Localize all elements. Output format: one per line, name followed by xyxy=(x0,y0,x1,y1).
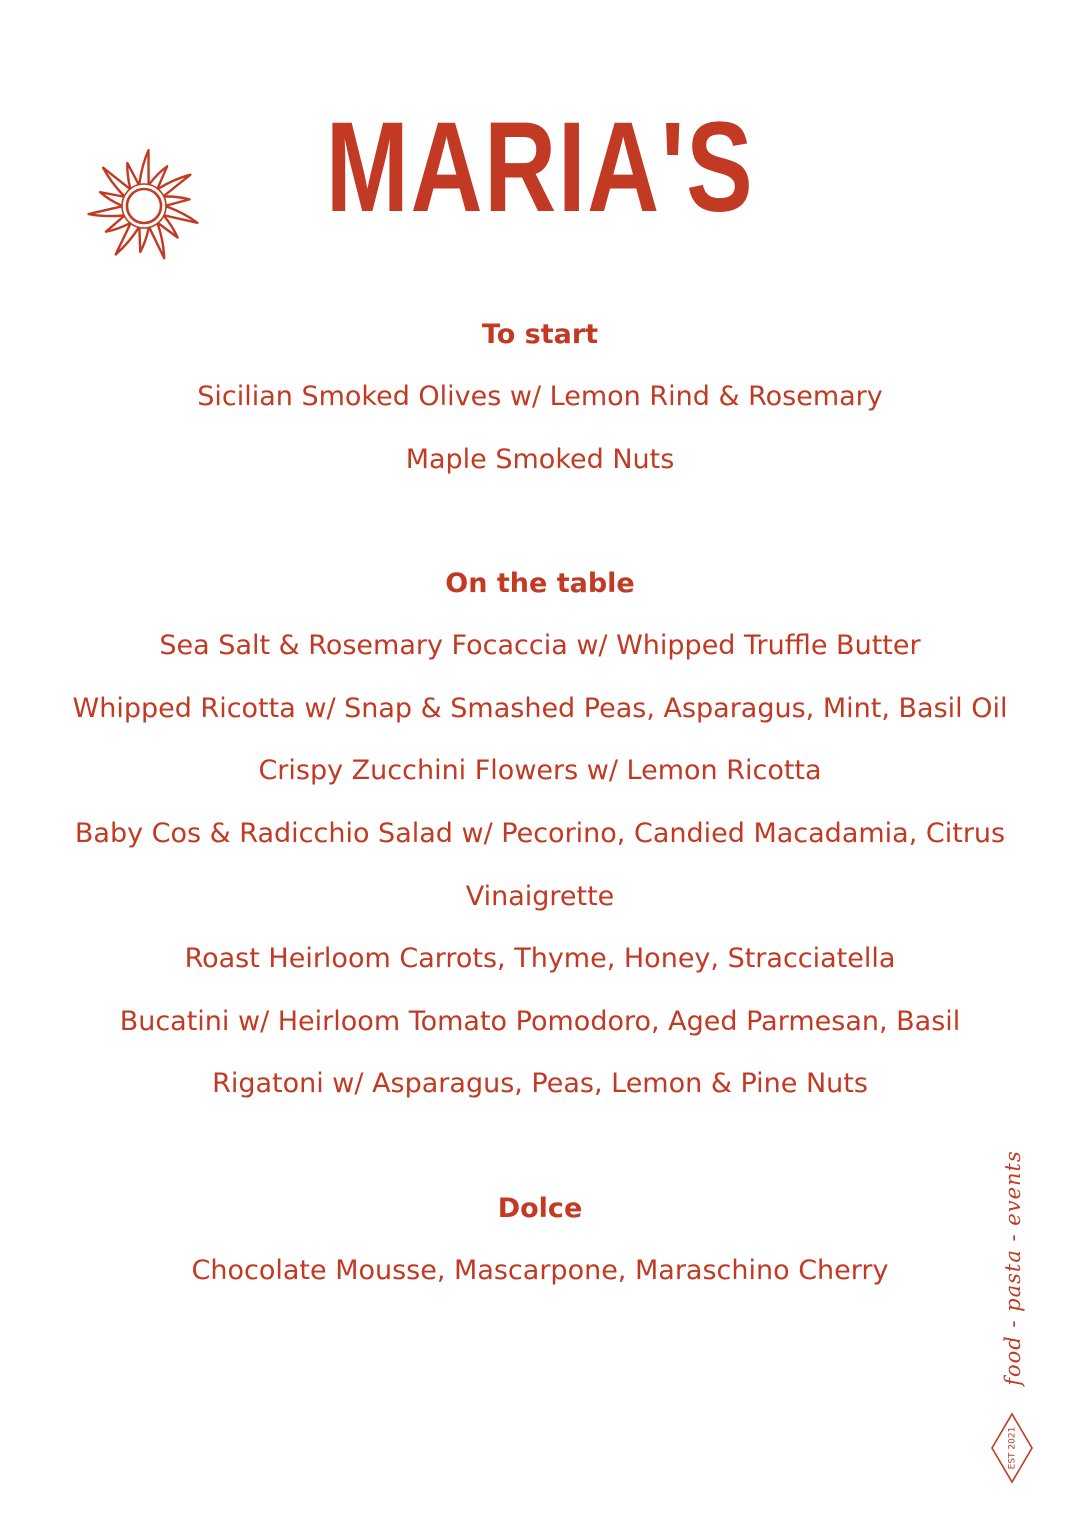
sun-icon xyxy=(82,148,208,268)
menu-section-dolce xyxy=(0,1178,1080,1303)
menu-item-list xyxy=(0,615,1080,1116)
section-heading: Dolce xyxy=(497,1192,583,1224)
menu-item-list xyxy=(0,366,1080,491)
sun-ray xyxy=(89,207,123,217)
menu-item: Whipped Ricotta w/ Snap & Smashed Peas, Asparagus, Mint, Basil Oil xyxy=(72,692,1008,724)
sun-ray xyxy=(100,192,123,205)
sun-ray xyxy=(159,175,191,196)
sun-ray xyxy=(103,168,129,196)
section-heading: On the table xyxy=(445,568,635,600)
sun-ray xyxy=(139,150,148,183)
section-heading: To start xyxy=(481,319,599,350)
menu-item: Rigatoni w/ Asparagus, Peas, Lemon & Pine Nuts xyxy=(212,1068,868,1100)
sun-ray xyxy=(139,229,148,252)
tagline xyxy=(996,1120,1030,1420)
menu-item: Sicilian Smoked Olives w/ Lemon Rind & Rosemary xyxy=(197,381,883,412)
tagline-text: food - pasta - events xyxy=(1001,1150,1025,1386)
menu-item: Bucatini w/ Heirloom Tomato Pomodoro, Aged Parmesan, Basil xyxy=(119,1005,961,1037)
menu-item-list xyxy=(0,1240,1080,1303)
est-badge-text: EST 2021 xyxy=(1007,1426,1018,1470)
menu-item: Maple Smoked Nuts xyxy=(405,443,675,475)
menu-item: Chocolate Mousse, Mascarpone, Maraschino Cherry xyxy=(191,1254,889,1286)
sun-ray xyxy=(165,207,197,223)
sun-ray xyxy=(127,163,138,188)
menu xyxy=(0,304,1080,1303)
sun-ray xyxy=(165,196,190,205)
menu-section-to-start xyxy=(0,304,1080,491)
menu-item: Roast Heirloom Carrots, Thyme, Honey, Stracciatella xyxy=(184,943,896,975)
restaurant-name: MARIA'S xyxy=(325,96,755,239)
est-badge xyxy=(990,1412,1034,1484)
sun-ray xyxy=(150,224,165,258)
menu-item: Baby Cos & Radicchio Salad w/ Pecorino, Candied Macadamia, Citrus Vinaigrette xyxy=(74,817,1006,912)
menu-item: Sea Salt & Rosemary Focaccia w/ Whipped Truffle Butter xyxy=(159,630,921,662)
menu-section-on-the-table xyxy=(0,553,1080,1116)
menu-item: Crispy Zucchini Flowers w/ Lemon Ricotta xyxy=(258,755,822,787)
